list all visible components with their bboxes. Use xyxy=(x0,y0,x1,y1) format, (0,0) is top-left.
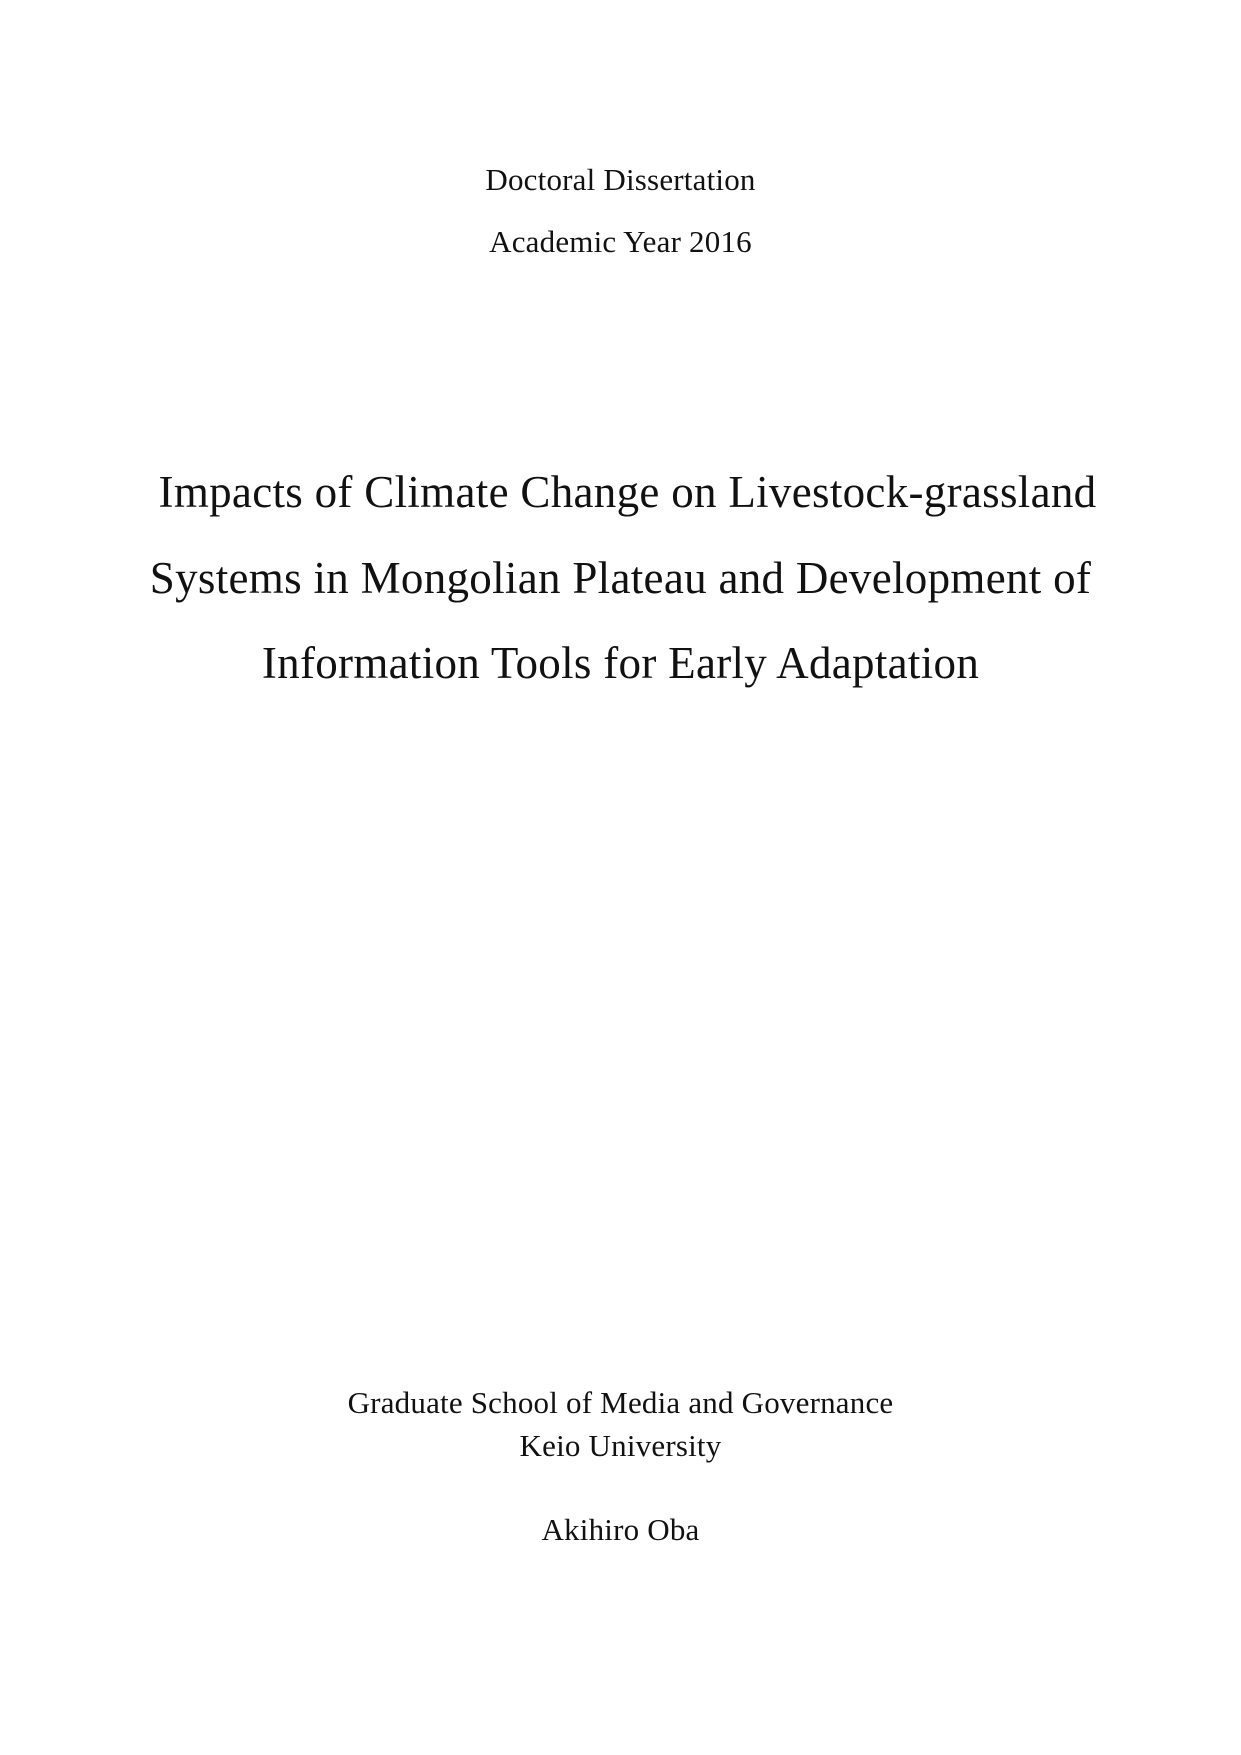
title-line-1: Impacts of Climate Change on Livestock-grassland xyxy=(158,467,1097,517)
author-name: Akihiro Oba xyxy=(541,1512,700,1547)
title-line-2: Systems in Mongolian Plateau and Development of xyxy=(149,553,1092,603)
degree-type: Doctoral Dissertation xyxy=(485,162,756,197)
school-name: Graduate School of Media and Governance xyxy=(347,1385,894,1420)
academic-year: Academic Year 2016 xyxy=(489,224,752,259)
university-name: Keio University xyxy=(519,1428,722,1463)
title-line-3: Information Tools for Early Adaptation xyxy=(261,638,980,688)
